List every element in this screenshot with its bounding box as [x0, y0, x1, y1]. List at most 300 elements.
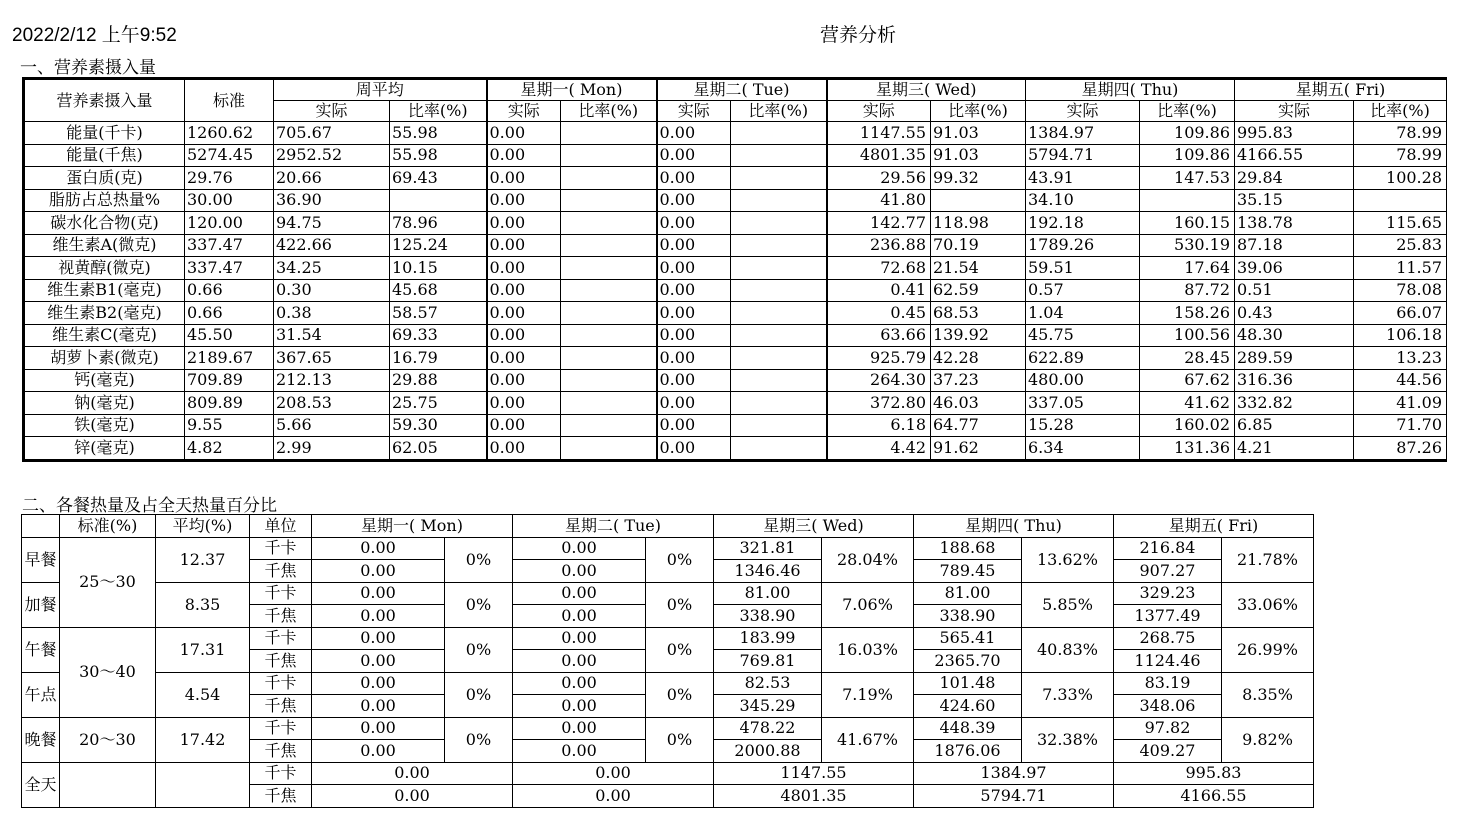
day-pct: 7.33% — [1022, 672, 1114, 717]
actual-value: 48.30 — [1235, 324, 1354, 347]
day-pct: 26.99% — [1222, 627, 1314, 672]
actual-value: 2.99 — [274, 437, 390, 461]
table-row — [22, 537, 1314, 560]
ratio-value: 62.59 — [931, 279, 1026, 302]
actual-value: 87.18 — [1235, 234, 1354, 257]
day-pct: 0% — [445, 717, 513, 762]
actual-value: 0.00 — [487, 279, 561, 302]
kcal-value: 0.00 — [513, 672, 646, 695]
actual-value: 0.41 — [827, 279, 931, 302]
actual-value: 0.00 — [487, 167, 561, 190]
table-row — [24, 257, 1447, 280]
header-ratio: 比率(%) — [390, 101, 487, 122]
ratio-value — [731, 257, 827, 280]
day-pct: 0% — [646, 717, 714, 762]
total-kcal-value: 0.00 — [312, 762, 513, 785]
actual-value: 236.88 — [827, 234, 931, 257]
kcal-value: 329.23 — [1114, 582, 1222, 605]
actual-value: 34.10 — [1026, 189, 1140, 212]
ratio-value: 99.32 — [931, 167, 1026, 190]
header-group: 星期一( Mon) — [487, 79, 657, 101]
ratio-value: 67.62 — [1140, 369, 1235, 392]
table-row — [22, 717, 1314, 740]
actual-value: 0.00 — [657, 144, 731, 167]
day-pct: 0% — [646, 582, 714, 627]
ratio-value: 109.86 — [1140, 122, 1235, 145]
actual-value: 0.00 — [487, 302, 561, 325]
actual-value: 6.34 — [1026, 437, 1140, 461]
day-pct: 32.38% — [1022, 717, 1114, 762]
kj-value: 0.00 — [312, 695, 445, 718]
kj-value: 0.00 — [513, 740, 646, 763]
standard-value: 30.00 — [185, 189, 274, 212]
ratio-value — [731, 279, 827, 302]
header-ratio: 比率(%) — [1140, 101, 1235, 122]
ratio-value — [731, 324, 827, 347]
actual-value: 0.00 — [487, 212, 561, 235]
ratio-value: 78.99 — [1354, 122, 1447, 145]
kj-value: 348.06 — [1114, 695, 1222, 718]
actual-value: 480.00 — [1026, 369, 1140, 392]
actual-value: 0.00 — [487, 369, 561, 392]
day-pct: 5.85% — [1022, 582, 1114, 627]
header-actual: 实际 — [657, 101, 731, 122]
meal-average-pct: 8.35 — [156, 582, 250, 627]
kcal-value: 183.99 — [714, 627, 822, 650]
nutrient-name: 胡萝卜素(微克) — [24, 347, 185, 370]
header-nutrient: 营养素摄入量 — [24, 79, 185, 122]
unit-kcal: 千卡 — [250, 627, 312, 650]
kcal-value: 0.00 — [312, 537, 445, 560]
day-pct: 0% — [445, 627, 513, 672]
kj-value: 907.27 — [1114, 560, 1222, 583]
ratio-value: 91.03 — [931, 122, 1026, 145]
ratio-value — [1354, 189, 1447, 212]
ratio-value — [561, 257, 657, 280]
kj-value: 0.00 — [513, 605, 646, 628]
actual-value: 59.51 — [1026, 257, 1140, 280]
header-day: 星期五( Fri) — [1114, 515, 1314, 538]
day-pct: 0% — [646, 627, 714, 672]
kj-value: 1876.06 — [914, 740, 1022, 763]
ratio-value — [561, 189, 657, 212]
report-timestamp: 2022/2/12 上午9:52 — [12, 25, 177, 46]
ratio-value: 55.98 — [390, 144, 487, 167]
table-row — [24, 324, 1447, 347]
header-ratio: 比率(%) — [731, 101, 827, 122]
actual-value: 0.00 — [487, 347, 561, 370]
header-ratio: 比率(%) — [1354, 101, 1447, 122]
kcal-value: 97.82 — [1114, 717, 1222, 740]
actual-value: 5794.71 — [1026, 144, 1140, 167]
kj-value: 769.81 — [714, 650, 822, 673]
ratio-value — [561, 392, 657, 415]
kj-value: 0.00 — [312, 650, 445, 673]
actual-value: 332.82 — [1235, 392, 1354, 415]
actual-value: 0.43 — [1235, 302, 1354, 325]
actual-value: 45.75 — [1026, 324, 1140, 347]
actual-value: 0.51 — [1235, 279, 1354, 302]
ratio-value — [731, 122, 827, 145]
header-actual: 实际 — [487, 101, 561, 122]
kj-value: 2000.88 — [714, 740, 822, 763]
total-average-empty — [156, 762, 250, 807]
actual-value: 0.57 — [1026, 279, 1140, 302]
kj-value: 0.00 — [513, 650, 646, 673]
ratio-value — [731, 167, 827, 190]
ratio-value: 530.19 — [1140, 234, 1235, 257]
kcal-value: 0.00 — [513, 627, 646, 650]
nutrient-name: 铁(毫克) — [24, 414, 185, 437]
standard-value: 809.89 — [185, 392, 274, 415]
ratio-value: 87.72 — [1140, 279, 1235, 302]
table-row — [24, 212, 1447, 235]
kcal-value: 478.22 — [714, 717, 822, 740]
ratio-value: 78.99 — [1354, 144, 1447, 167]
day-pct: 0% — [445, 537, 513, 582]
actual-value: 622.89 — [1026, 347, 1140, 370]
ratio-value: 91.62 — [931, 437, 1026, 461]
total-kj-value: 0.00 — [312, 785, 513, 808]
actual-value: 43.91 — [1026, 167, 1140, 190]
actual-value: 4166.55 — [1235, 144, 1354, 167]
actual-value: 0.00 — [487, 257, 561, 280]
kcal-value: 83.19 — [1114, 672, 1222, 695]
actual-value: 20.66 — [274, 167, 390, 190]
standard-value: 9.55 — [185, 414, 274, 437]
actual-value: 0.00 — [487, 144, 561, 167]
nutrient-name: 维生素B1(毫克) — [24, 279, 185, 302]
ratio-value — [561, 167, 657, 190]
ratio-value: 11.57 — [1354, 257, 1447, 280]
header-average-pct: 平均(%) — [156, 515, 250, 538]
standard-value: 1260.62 — [185, 122, 274, 145]
unit-kcal: 千卡 — [250, 762, 312, 785]
header-standard-pct: 标准(%) — [60, 515, 156, 538]
ratio-value: 45.68 — [390, 279, 487, 302]
table-row — [24, 369, 1447, 392]
ratio-value: 25.75 — [390, 392, 487, 415]
total-standard-empty — [60, 762, 156, 807]
total-row — [22, 762, 1314, 785]
ratio-value: 25.83 — [1354, 234, 1447, 257]
standard-value: 0.66 — [185, 279, 274, 302]
standard-value: 2189.67 — [185, 347, 274, 370]
ratio-value: 59.30 — [390, 414, 487, 437]
actual-value: 0.00 — [657, 257, 731, 280]
actual-value: 0.00 — [657, 324, 731, 347]
actual-value: 705.67 — [274, 122, 390, 145]
actual-value: 2952.52 — [274, 144, 390, 167]
actual-value: 29.56 — [827, 167, 931, 190]
kcal-value: 101.48 — [914, 672, 1022, 695]
total-kj-value: 5794.71 — [914, 785, 1114, 808]
meal-energy-table — [21, 514, 1314, 808]
kcal-value: 0.00 — [513, 582, 646, 605]
actual-value: 1384.97 — [1026, 122, 1140, 145]
standard-value: 120.00 — [185, 212, 274, 235]
ratio-value — [561, 144, 657, 167]
day-pct: 0% — [445, 582, 513, 627]
unit-kcal: 千卡 — [250, 582, 312, 605]
ratio-value — [561, 369, 657, 392]
kcal-value: 565.41 — [914, 627, 1022, 650]
table-row — [24, 392, 1447, 415]
kj-value: 1346.46 — [714, 560, 822, 583]
ratio-value — [561, 234, 657, 257]
actual-value: 0.38 — [274, 302, 390, 325]
kj-value: 0.00 — [312, 740, 445, 763]
kcal-value: 81.00 — [714, 582, 822, 605]
ratio-value: 160.02 — [1140, 414, 1235, 437]
nutrient-name: 钠(毫克) — [24, 392, 185, 415]
meal-name: 晚餐 — [22, 717, 60, 762]
actual-value: 0.00 — [657, 392, 731, 415]
actual-value: 0.00 — [657, 437, 731, 461]
header-day: 星期三( Wed) — [714, 515, 914, 538]
nutrient-intake-table — [22, 77, 1447, 462]
kj-value: 338.90 — [914, 605, 1022, 628]
actual-value: 0.00 — [487, 437, 561, 461]
ratio-value: 29.88 — [390, 369, 487, 392]
actual-value: 0.00 — [657, 347, 731, 370]
ratio-value: 16.79 — [390, 347, 487, 370]
ratio-value: 70.19 — [931, 234, 1026, 257]
ratio-value: 78.96 — [390, 212, 487, 235]
actual-value: 39.06 — [1235, 257, 1354, 280]
actual-value: 41.80 — [827, 189, 931, 212]
meal-standard-range: 30～40 — [60, 627, 156, 717]
nutrient-name: 钙(毫克) — [24, 369, 185, 392]
section2-title: 二、各餐热量及占全天热量百分比 — [22, 496, 277, 516]
kj-value: 1124.46 — [1114, 650, 1222, 673]
unit-kcal: 千卡 — [250, 537, 312, 560]
table-row — [24, 234, 1447, 257]
meal-average-pct: 12.37 — [156, 537, 250, 582]
actual-value: 0.00 — [657, 369, 731, 392]
actual-value: 72.68 — [827, 257, 931, 280]
standard-value: 337.47 — [185, 234, 274, 257]
header-actual: 实际 — [1235, 101, 1354, 122]
nutrient-name: 维生素C(毫克) — [24, 324, 185, 347]
kj-value: 338.90 — [714, 605, 822, 628]
standard-value: 45.50 — [185, 324, 274, 347]
ratio-value — [561, 414, 657, 437]
section1-title: 一、营养素摄入量 — [20, 58, 156, 78]
actual-value: 0.00 — [657, 414, 731, 437]
nutrient-name: 能量(千卡) — [24, 122, 185, 145]
ratio-value: 69.43 — [390, 167, 487, 190]
unit-kcal: 千卡 — [250, 717, 312, 740]
ratio-value — [731, 414, 827, 437]
nutrient-name: 脂肪占总热量% — [24, 189, 185, 212]
ratio-value: 41.09 — [1354, 392, 1447, 415]
day-pct: 7.06% — [822, 582, 914, 627]
nutrient-name: 碳水化合物(克) — [24, 212, 185, 235]
actual-value: 15.28 — [1026, 414, 1140, 437]
ratio-value: 10.15 — [390, 257, 487, 280]
nutrient-name: 维生素A(微克) — [24, 234, 185, 257]
ratio-value: 68.53 — [931, 302, 1026, 325]
kj-value: 2365.70 — [914, 650, 1022, 673]
standard-value: 0.66 — [185, 302, 274, 325]
actual-value: 925.79 — [827, 347, 931, 370]
day-pct: 28.04% — [822, 537, 914, 582]
ratio-value — [731, 189, 827, 212]
table-row — [22, 582, 1314, 605]
day-pct: 40.83% — [1022, 627, 1114, 672]
actual-value: 94.75 — [274, 212, 390, 235]
ratio-value: 158.26 — [1140, 302, 1235, 325]
header-actual: 实际 — [827, 101, 931, 122]
day-pct: 33.06% — [1222, 582, 1314, 627]
actual-value: 0.30 — [274, 279, 390, 302]
actual-value: 1789.26 — [1026, 234, 1140, 257]
meal-average-pct: 17.42 — [156, 717, 250, 762]
ratio-value: 44.56 — [1354, 369, 1447, 392]
header-actual: 实际 — [1026, 101, 1140, 122]
table-row — [24, 302, 1447, 325]
ratio-value: 131.36 — [1140, 437, 1235, 461]
standard-value: 337.47 — [185, 257, 274, 280]
ratio-value — [731, 437, 827, 461]
header-ratio: 比率(%) — [931, 101, 1026, 122]
total-kj-value: 4166.55 — [1114, 785, 1314, 808]
ratio-value: 62.05 — [390, 437, 487, 461]
header-day: 星期四( Thu) — [914, 515, 1114, 538]
actual-value: 63.66 — [827, 324, 931, 347]
table-row — [24, 414, 1447, 437]
header-unit: 单位 — [250, 515, 312, 538]
actual-value: 372.80 — [827, 392, 931, 415]
unit-kj: 千焦 — [250, 605, 312, 628]
header-ratio: 比率(%) — [561, 101, 657, 122]
kcal-value: 81.00 — [914, 582, 1022, 605]
kcal-value: 0.00 — [513, 717, 646, 740]
actual-value: 0.00 — [487, 234, 561, 257]
ratio-value: 58.57 — [390, 302, 487, 325]
ratio-value — [731, 369, 827, 392]
actual-value: 208.53 — [274, 392, 390, 415]
actual-value: 29.84 — [1235, 167, 1354, 190]
actual-value: 34.25 — [274, 257, 390, 280]
ratio-value: 64.77 — [931, 414, 1026, 437]
ratio-value — [731, 234, 827, 257]
actual-value: 0.45 — [827, 302, 931, 325]
unit-kj: 千焦 — [250, 650, 312, 673]
total-kj-value: 0.00 — [513, 785, 714, 808]
ratio-value: 100.28 — [1354, 167, 1447, 190]
total-kcal-value: 1147.55 — [714, 762, 914, 785]
ratio-value: 37.23 — [931, 369, 1026, 392]
ratio-value — [561, 324, 657, 347]
ratio-value — [561, 347, 657, 370]
ratio-value: 66.07 — [1354, 302, 1447, 325]
kj-value: 0.00 — [312, 560, 445, 583]
header-group: 星期四( Thu) — [1026, 79, 1235, 101]
table-row — [24, 279, 1447, 302]
header-group: 星期五( Fri) — [1235, 79, 1447, 101]
day-pct: 41.67% — [822, 717, 914, 762]
total-name: 全天 — [22, 762, 60, 807]
actual-value: 0.00 — [487, 189, 561, 212]
kcal-value: 82.53 — [714, 672, 822, 695]
actual-value: 4801.35 — [827, 144, 931, 167]
ratio-value: 160.15 — [1140, 212, 1235, 235]
nutrient-name: 能量(千焦) — [24, 144, 185, 167]
ratio-value — [731, 347, 827, 370]
ratio-value — [731, 392, 827, 415]
actual-value: 4.42 — [827, 437, 931, 461]
ratio-value — [931, 189, 1026, 212]
day-pct: 0% — [646, 672, 714, 717]
ratio-value — [731, 212, 827, 235]
day-pct: 13.62% — [1022, 537, 1114, 582]
header-day: 星期二( Tue) — [513, 515, 714, 538]
table-row — [24, 189, 1447, 212]
actual-value: 289.59 — [1235, 347, 1354, 370]
unit-kj: 千焦 — [250, 560, 312, 583]
actual-value: 0.00 — [657, 167, 731, 190]
ratio-value: 125.24 — [390, 234, 487, 257]
kcal-value: 216.84 — [1114, 537, 1222, 560]
actual-value: 31.54 — [274, 324, 390, 347]
ratio-value: 42.28 — [931, 347, 1026, 370]
ratio-value: 17.64 — [1140, 257, 1235, 280]
actual-value: 316.36 — [1235, 369, 1354, 392]
actual-value: 0.00 — [657, 212, 731, 235]
actual-value: 0.00 — [487, 392, 561, 415]
ratio-value: 109.86 — [1140, 144, 1235, 167]
actual-value: 995.83 — [1235, 122, 1354, 145]
actual-value: 0.00 — [487, 414, 561, 437]
kj-value: 409.27 — [1114, 740, 1222, 763]
actual-value: 0.00 — [657, 279, 731, 302]
actual-value: 35.15 — [1235, 189, 1354, 212]
ratio-value — [561, 437, 657, 461]
ratio-value: 139.92 — [931, 324, 1026, 347]
ratio-value: 106.18 — [1354, 324, 1447, 347]
standard-value: 29.76 — [185, 167, 274, 190]
unit-kj: 千焦 — [250, 740, 312, 763]
actual-value: 142.77 — [827, 212, 931, 235]
ratio-value — [731, 144, 827, 167]
kcal-value: 0.00 — [312, 672, 445, 695]
actual-value: 36.90 — [274, 189, 390, 212]
kcal-value: 0.00 — [312, 717, 445, 740]
nutrient-name: 维生素B2(毫克) — [24, 302, 185, 325]
actual-value: 0.00 — [487, 122, 561, 145]
ratio-value: 100.56 — [1140, 324, 1235, 347]
ratio-value: 78.08 — [1354, 279, 1447, 302]
unit-kcal: 千卡 — [250, 672, 312, 695]
ratio-value: 87.26 — [1354, 437, 1447, 461]
actual-value: 6.85 — [1235, 414, 1354, 437]
actual-value: 422.66 — [274, 234, 390, 257]
ratio-value: 55.98 — [390, 122, 487, 145]
kj-value: 345.29 — [714, 695, 822, 718]
actual-value: 212.13 — [274, 369, 390, 392]
actual-value: 5.66 — [274, 414, 390, 437]
kcal-value: 448.39 — [914, 717, 1022, 740]
ratio-value: 41.62 — [1140, 392, 1235, 415]
meal-average-pct: 17.31 — [156, 627, 250, 672]
header-actual: 实际 — [274, 101, 390, 122]
table-row — [24, 167, 1447, 190]
standard-value: 5274.45 — [185, 144, 274, 167]
kj-value: 0.00 — [513, 560, 646, 583]
ratio-value: 71.70 — [1354, 414, 1447, 437]
